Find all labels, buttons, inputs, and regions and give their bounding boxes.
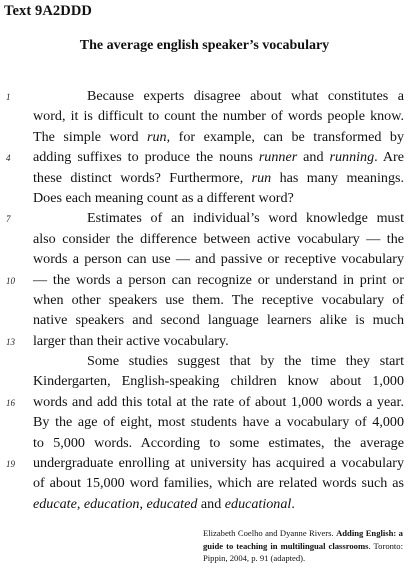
text-line: [33, 494, 404, 514]
text-segment: also consider the difference between active vocabulary — the: [33, 230, 404, 247]
citation-publication: . Toronto: Pippin, 2004, p. 91 (adapted).: [203, 540, 403, 563]
italic-term: running: [329, 149, 375, 166]
text-line: [6, 453, 404, 473]
text-line: [33, 106, 404, 126]
text-segment: words and add this total at the rate of about 1,000 words a year.: [33, 393, 404, 410]
italic-term: run: [147, 128, 167, 145]
line-number: 16: [6, 397, 15, 408]
text-segment: .: [291, 495, 295, 512]
text-segment: undergraduate enrolling at university has acquired a vocabulary: [33, 455, 404, 472]
text-segment: Estimates of an individual’s word knowledge must: [87, 210, 404, 227]
text-segment: of about 15,000 word families, which are related words such as: [33, 475, 404, 492]
text-line: [33, 371, 404, 391]
text-line: [6, 86, 404, 106]
text-segment: larger than their active vocabulary.: [33, 332, 229, 349]
article-body: [6, 86, 404, 514]
italic-term: runner: [258, 149, 298, 166]
text-line: [33, 433, 404, 453]
line-number: 4: [6, 153, 11, 164]
text-segment: By the age of eight, most students have a vocabulary of 4,000: [33, 414, 404, 431]
text-line: [33, 249, 404, 269]
text-line: [33, 290, 404, 310]
italic-term: educate: [33, 495, 77, 512]
text-line: [33, 351, 404, 371]
italic-term: run: [251, 169, 272, 186]
text-line: [33, 188, 404, 208]
text-segment: word, it is difficult to count the number of words people know.: [33, 108, 404, 125]
text-segment: Because experts disagree about what constitutes a: [87, 88, 404, 104]
text-line: [6, 147, 404, 167]
line-number: 10: [6, 275, 15, 286]
text-segment: Some studies suggest that by the time they start: [87, 353, 404, 370]
text-line: [33, 168, 404, 188]
line-number: 1: [6, 92, 11, 102]
text-segment: and: [197, 495, 225, 512]
italic-term: educational: [224, 495, 292, 512]
text-line: [33, 127, 404, 147]
citation-work: Adding English: a guide to teaching in multilingual classrooms: [203, 528, 403, 551]
text-segment: to 5,000 words. According to some estimates, the average: [33, 434, 404, 451]
text-id: Text 9A2DDD: [4, 3, 92, 19]
text-segment: has many meanings.: [271, 169, 404, 186]
text-segment: . Are: [374, 149, 404, 166]
text-segment: The simple word: [33, 128, 148, 145]
text-segment: Does each meaning count as a different word?: [33, 189, 294, 206]
citation: [203, 527, 403, 565]
text-segment: ,: [139, 495, 147, 512]
text-segment: adding suffixes to produce the nouns: [33, 149, 259, 166]
text-segment: these distinct words? Furthermore,: [33, 169, 252, 186]
text-line: [33, 412, 404, 432]
text-segment: when other speakers use them. The receptive vocabulary of: [33, 291, 404, 308]
citation-authors: Elizabeth Coelho and Dyanne Rivers.: [203, 528, 337, 538]
text-line: [33, 473, 404, 493]
italic-term: educated: [146, 495, 198, 512]
text-line: [33, 229, 404, 249]
text-segment: — the words a person can recognize or understand in print or: [33, 271, 404, 288]
line-number: 19: [6, 459, 15, 470]
line-number: 13: [6, 336, 15, 347]
text-line: [6, 208, 404, 228]
text-line: [6, 392, 404, 412]
article-title: The average english speaker’s vocabulary: [79, 38, 330, 53]
italic-term: education: [83, 495, 140, 512]
text-segment: words a person can use — and passive or receptive vocabulary: [33, 251, 404, 268]
text-segment: ,: [76, 495, 84, 512]
text-segment: Kindergarten, English-speaking children know about 1,000: [33, 373, 404, 390]
text-line: [6, 270, 404, 290]
text-segment: and: [297, 149, 330, 166]
text-segment: native speakers and second language learners alike is much: [33, 312, 404, 329]
line-number: 7: [6, 214, 11, 225]
text-line: [6, 331, 404, 351]
text-segment: , for example, can be transformed by: [166, 128, 404, 145]
text-line: [33, 310, 404, 330]
